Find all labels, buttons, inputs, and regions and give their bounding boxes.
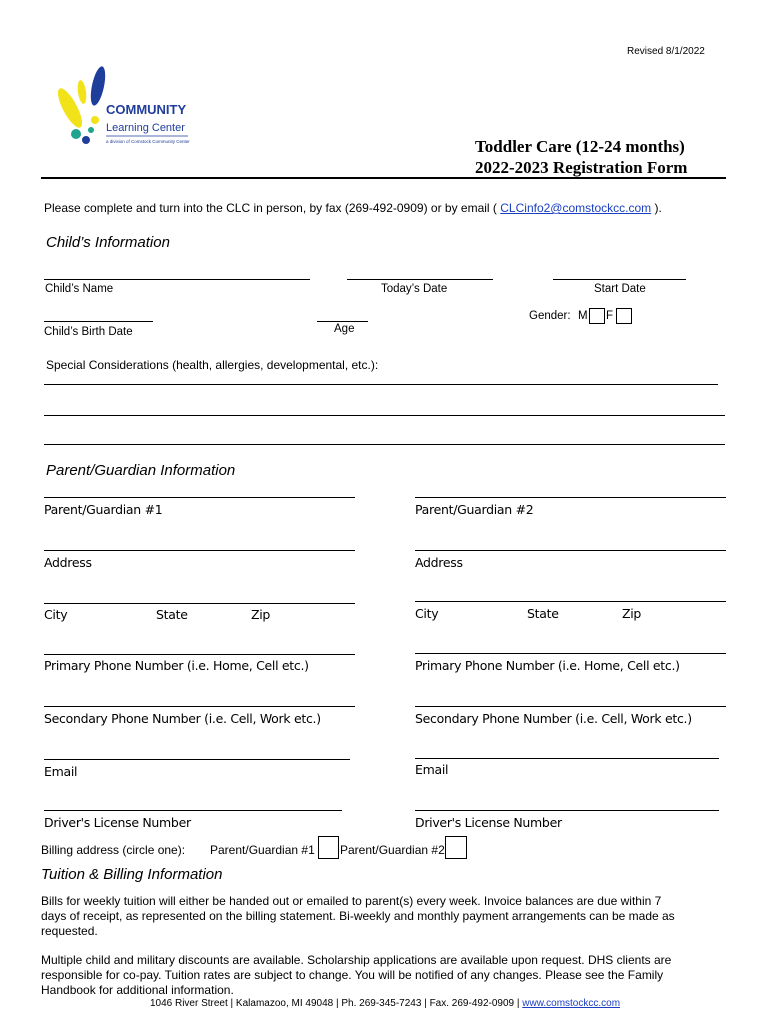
gender-f-checkbox[interactable] [616,308,632,324]
birth-date-label: Child’s Birth Date [44,326,133,338]
footer-text: 1046 River Street | Kalamazoo, MI 49048 | Ph. 269-345-7243 | Fax. 269-492-0909 | [149,998,520,1009]
tuition-p1-line1: Bills for weekly tuition will either be handed out or emailed to parent(s) every week. Invoice balances are due within 7 [41,894,662,908]
child-name-field[interactable] [44,279,310,280]
gender-m-label: M [578,310,588,322]
pg2-city-state-zip-field[interactable] [415,601,726,602]
pg1-state-label: State [156,607,188,622]
billing-pg1-label: Parent/Guardian #1 [210,843,315,857]
tuition-p2-line2: responsible for co-pay. Tuition rates are subject to change. You will be notified of any changes. Please see the Family [41,968,664,982]
revised-date: Revised 8/1/2022 [627,46,705,57]
pg2-license-label: Driver's License Number [415,815,562,830]
pg2-email-field[interactable] [415,758,719,759]
pg2-primary-phone-label: Primary Phone Number (i.e. Home, Cell etc.) [415,658,680,673]
intro-email-link[interactable]: CLCinfo2@comstockcc.com [500,201,652,215]
pg1-city-label: City [44,607,68,622]
pg2-email-label: Email [415,762,449,777]
tuition-p2-line1: Multiple child and military discounts are available. Scholarship applications are available upon request. DHS clients are [41,953,672,967]
pg1-email-label: Email [44,764,78,779]
pg1-primary-phone-label: Primary Phone Number (i.e. Home, Cell etc.) [44,658,309,673]
special-considerations-label: Special Considerations (health, allergies, developmental, etc.): [46,358,379,372]
gender-label: Gender: [529,310,571,322]
pg1-city-state-zip-field[interactable] [44,603,355,604]
special-line-1[interactable] [44,384,718,385]
pg1-email-field[interactable] [44,759,350,760]
age-label: Age [334,323,355,335]
start-date-label: Start Date [594,283,646,295]
pg1-primary-phone-field[interactable] [44,654,355,655]
tuition-p2-line3: Handbook for additional information. [41,983,234,997]
tuition-p1-line3: requested. [41,924,98,938]
footer-website-link[interactable]: www.comstockcc.com [522,998,621,1009]
form-title-line2: 2022-2023 Registration Form [475,158,688,177]
pg2-zip-label: Zip [622,606,642,621]
pg2-state-label: State [527,606,559,621]
tuition-p1-line2: days of receipt, as represented on the billing statement. Bi-weekly and monthly payment arrangements can be made as [41,909,675,923]
special-line-3[interactable] [44,444,725,445]
pg2-license-field[interactable] [415,810,719,811]
today-date-field[interactable] [347,279,493,280]
logo-mark-icon [48,58,208,158]
billing-address-label: Billing address (circle one): [41,843,186,857]
today-date-label: Today’s Date [381,283,448,295]
form-title-line1: Toddler Care (12-24 months) [475,137,685,156]
logo-tag: a division of Comstock Community Center [106,139,190,144]
child-name-label: Child’s Name [45,283,114,295]
community-learning-center-logo [48,58,208,158]
logo-name: COMMUNITY [106,102,187,117]
pg1-address-field[interactable] [44,550,355,551]
birth-date-field[interactable] [44,321,153,322]
start-date-field[interactable] [553,279,686,280]
pg1-license-label: Driver's License Number [44,815,191,830]
pg2-primary-phone-field[interactable] [415,653,726,654]
billing-pg2-checkbox[interactable] [445,836,467,859]
pg1-secondary-phone-label: Secondary Phone Number (i.e. Cell, Work etc.) [44,711,321,726]
gender-m-checkbox[interactable] [589,308,605,324]
pg1-secondary-phone-field[interactable] [44,706,355,707]
pg1-name-label: Parent/Guardian #1 [44,502,163,517]
pg2-city-label: City [415,606,439,621]
footer [0,998,770,1009]
billing-pg1-checkbox[interactable] [318,836,339,859]
age-field[interactable] [317,321,368,322]
intro-after: ). [654,201,662,215]
pg2-name-label: Parent/Guardian #2 [415,502,534,517]
billing-pg2-label: Parent/Guardian #2 [340,843,445,857]
special-line-2[interactable] [44,415,725,416]
gender-f-label: F [606,310,614,322]
pg1-address-label: Address [44,555,92,570]
tuition-heading: Tuition & Billing Information [41,866,223,883]
pg2-secondary-phone-label: Secondary Phone Number (i.e. Cell, Work etc.) [415,711,692,726]
logo-sub: Learning Center [106,122,185,134]
header-rule [41,177,726,179]
pg2-address-field[interactable] [415,550,726,551]
intro-text [44,201,662,215]
pg1-license-field[interactable] [44,810,342,811]
parent-info-heading: Parent/Guardian Information [46,462,236,479]
pg1-zip-label: Zip [251,607,271,622]
pg2-address-label: Address [415,555,463,570]
tuition-paragraph-2 [41,953,731,998]
pg2-name-field[interactable] [415,497,726,498]
pg1-name-field[interactable] [44,497,355,498]
child-info-heading: Child’s Information [46,234,170,251]
tuition-paragraph-1 [41,894,731,939]
intro-before: Please complete and turn into the CLC in person, by fax (269-492-0909) or by email ( [44,201,497,215]
pg2-secondary-phone-field[interactable] [415,706,726,707]
